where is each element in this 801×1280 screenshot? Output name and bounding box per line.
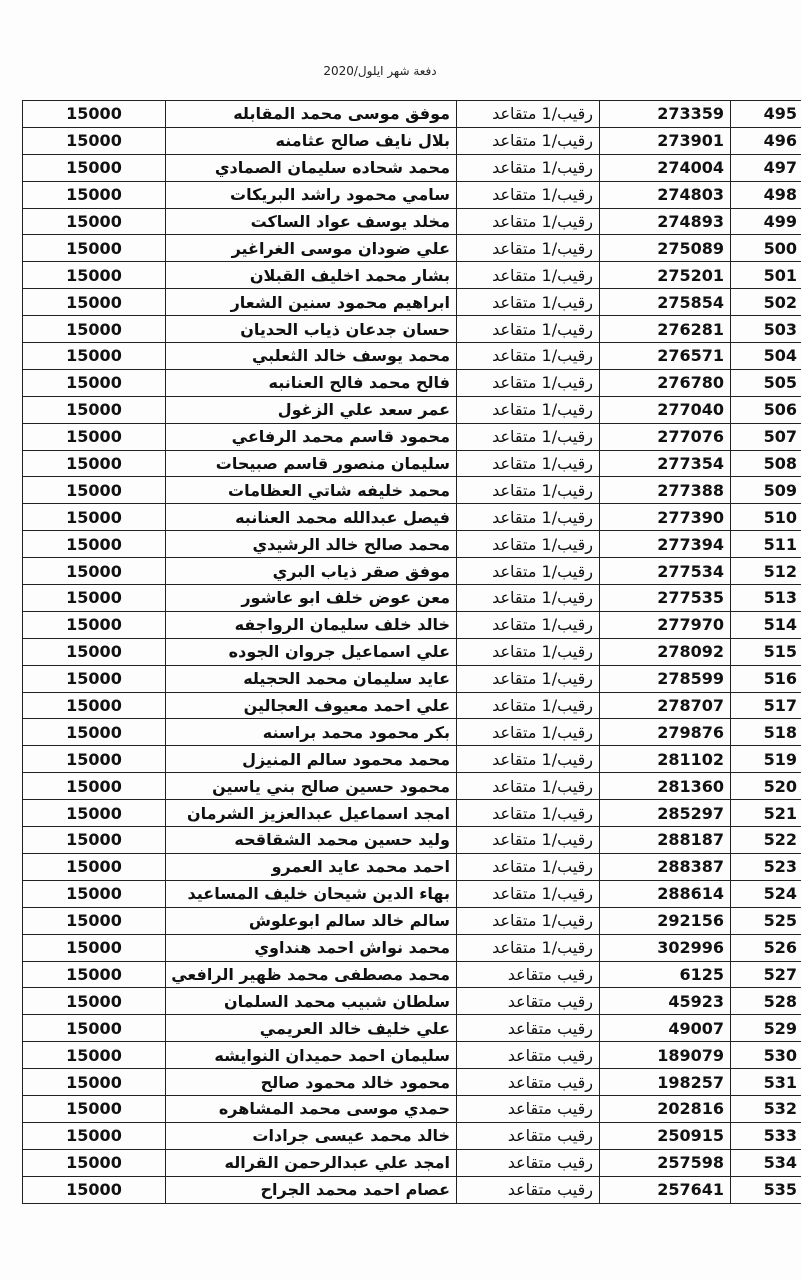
rank-cell: رقيب/1 متقاعد (457, 154, 600, 181)
serial-cell: 520 (731, 773, 801, 800)
amount-cell: 15000 (23, 289, 166, 316)
name-cell: محمد شحاده سليمان الصمادي (166, 154, 457, 181)
table-row (23, 1042, 801, 1069)
amount-cell: 15000 (23, 504, 166, 531)
name-cell: محمود حسين صالح بني ياسين (166, 773, 457, 800)
table-row (23, 1122, 801, 1149)
name-cell: محمد محمود سالم المنيزل (166, 746, 457, 773)
serial-cell: 518 (731, 719, 801, 746)
payment-table-body (23, 101, 801, 1204)
table-row (23, 988, 801, 1015)
military-id-cell: 274803 (600, 181, 731, 208)
name-cell: فالح محمد فالح العنانبه (166, 369, 457, 396)
amount-cell: 15000 (23, 1095, 166, 1122)
name-cell: علي اسماعيل جروان الجوده (166, 638, 457, 665)
military-id-cell: 275854 (600, 289, 731, 316)
name-cell: محمد يوسف خالد الثعلبي (166, 343, 457, 370)
rank-cell: رقيب/1 متقاعد (457, 289, 600, 316)
rank-cell: رقيب/1 متقاعد (457, 369, 600, 396)
military-id-cell: 275089 (600, 235, 731, 262)
name-cell: علي خليف خالد العريمي (166, 1015, 457, 1042)
military-id-cell: 277534 (600, 558, 731, 585)
rank-cell: رقيب/1 متقاعد (457, 638, 600, 665)
table-row (23, 719, 801, 746)
amount-cell: 15000 (23, 1122, 166, 1149)
serial-cell: 513 (731, 585, 801, 612)
amount-cell: 15000 (23, 934, 166, 961)
name-cell: بشار محمد اخليف القبلان (166, 262, 457, 289)
table-row (23, 934, 801, 961)
name-cell: محمد نواش احمد هنداوي (166, 934, 457, 961)
amount-cell: 15000 (23, 773, 166, 800)
rank-cell: رقيب/1 متقاعد (457, 208, 600, 235)
amount-cell: 15000 (23, 719, 166, 746)
table-row (23, 558, 801, 585)
military-id-cell: 276571 (600, 343, 731, 370)
table-row (23, 235, 801, 262)
table-row (23, 907, 801, 934)
rank-cell: رقيب متقاعد (457, 1176, 600, 1203)
amount-cell: 15000 (23, 988, 166, 1015)
document-title: دفعة شهر ايلول/2020 (323, 64, 437, 78)
amount-cell: 15000 (23, 235, 166, 262)
serial-cell: 527 (731, 961, 801, 988)
serial-cell: 525 (731, 907, 801, 934)
name-cell: عايد سليمان محمد الحجيله (166, 665, 457, 692)
serial-cell: 524 (731, 880, 801, 907)
military-id-cell: 250915 (600, 1122, 731, 1149)
amount-cell: 15000 (23, 611, 166, 638)
table-row (23, 1095, 801, 1122)
military-id-cell: 278599 (600, 665, 731, 692)
serial-cell: 521 (731, 800, 801, 827)
military-id-cell: 198257 (600, 1069, 731, 1096)
serial-cell: 499 (731, 208, 801, 235)
name-cell: امجد اسماعيل عبدالعزيز الشرمان (166, 800, 457, 827)
rank-cell: رقيب/1 متقاعد (457, 934, 600, 961)
name-cell: امجد علي عبدالرحمن القراله (166, 1149, 457, 1176)
table-row (23, 638, 801, 665)
serial-cell: 507 (731, 423, 801, 450)
amount-cell: 15000 (23, 343, 166, 370)
serial-cell: 498 (731, 181, 801, 208)
table-row (23, 127, 801, 154)
rank-cell: رقيب/1 متقاعد (457, 262, 600, 289)
military-id-cell: 278707 (600, 692, 731, 719)
table-row (23, 477, 801, 504)
rank-cell: رقيب/1 متقاعد (457, 558, 600, 585)
amount-cell: 15000 (23, 853, 166, 880)
name-cell: موفق موسى محمد المقابله (166, 101, 457, 128)
amount-cell: 15000 (23, 450, 166, 477)
amount-cell: 15000 (23, 961, 166, 988)
serial-cell: 501 (731, 262, 801, 289)
table-row (23, 853, 801, 880)
rank-cell: رقيب/1 متقاعد (457, 853, 600, 880)
amount-cell: 15000 (23, 316, 166, 343)
payment-table (22, 100, 801, 1204)
name-cell: وليد حسين محمد الشقاقحه (166, 827, 457, 854)
amount-cell: 15000 (23, 800, 166, 827)
military-id-cell: 277390 (600, 504, 731, 531)
amount-cell: 15000 (23, 154, 166, 181)
serial-cell: 511 (731, 531, 801, 558)
name-cell: بكر محمود محمد براسنه (166, 719, 457, 746)
rank-cell: رقيب/1 متقاعد (457, 396, 600, 423)
name-cell: سليمان منصور قاسم صبيحات (166, 450, 457, 477)
table-row (23, 154, 801, 181)
serial-cell: 495 (731, 101, 801, 128)
military-id-cell: 277394 (600, 531, 731, 558)
name-cell: سامي محمود راشد البريكات (166, 181, 457, 208)
military-id-cell: 288187 (600, 827, 731, 854)
serial-cell: 519 (731, 746, 801, 773)
table-row (23, 531, 801, 558)
rank-cell: رقيب/1 متقاعد (457, 423, 600, 450)
serial-cell: 514 (731, 611, 801, 638)
rank-cell: رقيب/1 متقاعد (457, 477, 600, 504)
military-id-cell: 281102 (600, 746, 731, 773)
rank-cell: رقيب متقاعد (457, 1149, 600, 1176)
military-id-cell: 274893 (600, 208, 731, 235)
serial-cell: 532 (731, 1095, 801, 1122)
rank-cell: رقيب متقاعد (457, 988, 600, 1015)
serial-cell: 496 (731, 127, 801, 154)
amount-cell: 15000 (23, 1015, 166, 1042)
rank-cell: رقيب/1 متقاعد (457, 611, 600, 638)
amount-cell: 15000 (23, 1149, 166, 1176)
rank-cell: رقيب متقاعد (457, 1122, 600, 1149)
table-row (23, 1015, 801, 1042)
name-cell: مخلد يوسف عواد الساكت (166, 208, 457, 235)
serial-cell: 528 (731, 988, 801, 1015)
serial-cell: 530 (731, 1042, 801, 1069)
table-row (23, 396, 801, 423)
name-cell: علي احمد معيوف العجالين (166, 692, 457, 719)
amount-cell: 15000 (23, 1042, 166, 1069)
serial-cell: 502 (731, 289, 801, 316)
name-cell: موفق صقر ذياب البري (166, 558, 457, 585)
name-cell: بهاء الدين شيحان خليف المساعيد (166, 880, 457, 907)
table-row (23, 746, 801, 773)
military-id-cell: 288614 (600, 880, 731, 907)
serial-cell: 512 (731, 558, 801, 585)
rank-cell: رقيب متقاعد (457, 961, 600, 988)
rank-cell: رقيب/1 متقاعد (457, 665, 600, 692)
serial-cell: 526 (731, 934, 801, 961)
table-row (23, 208, 801, 235)
name-cell: محمود قاسم محمد الرفاعي (166, 423, 457, 450)
military-id-cell: 189079 (600, 1042, 731, 1069)
military-id-cell: 281360 (600, 773, 731, 800)
rank-cell: رقيب/1 متقاعد (457, 235, 600, 262)
table-row (23, 1149, 801, 1176)
table-row (23, 665, 801, 692)
amount-cell: 15000 (23, 181, 166, 208)
amount-cell: 15000 (23, 101, 166, 128)
name-cell: فيصل عبدالله محمد العنانبه (166, 504, 457, 531)
amount-cell: 15000 (23, 558, 166, 585)
military-id-cell: 276780 (600, 369, 731, 396)
rank-cell: رقيب/1 متقاعد (457, 101, 600, 128)
serial-cell: 523 (731, 853, 801, 880)
table-row (23, 800, 801, 827)
name-cell: محمد صالح خالد الرشيدي (166, 531, 457, 558)
amount-cell: 15000 (23, 396, 166, 423)
military-id-cell: 288387 (600, 853, 731, 880)
name-cell: حسان جدعان ذياب الحديان (166, 316, 457, 343)
military-id-cell: 257641 (600, 1176, 731, 1203)
serial-cell: 535 (731, 1176, 801, 1203)
name-cell: سالم خالد سالم ابوعلوش (166, 907, 457, 934)
serial-cell: 497 (731, 154, 801, 181)
military-id-cell: 278092 (600, 638, 731, 665)
military-id-cell: 276281 (600, 316, 731, 343)
military-id-cell: 279876 (600, 719, 731, 746)
military-id-cell: 274004 (600, 154, 731, 181)
amount-cell: 15000 (23, 827, 166, 854)
serial-cell: 522 (731, 827, 801, 854)
serial-cell: 533 (731, 1122, 801, 1149)
amount-cell: 15000 (23, 907, 166, 934)
rank-cell: رقيب متقاعد (457, 1095, 600, 1122)
table-row (23, 611, 801, 638)
table-row (23, 343, 801, 370)
military-id-cell: 277970 (600, 611, 731, 638)
serial-cell: 516 (731, 665, 801, 692)
name-cell: سليمان احمد حميدان النوايشه (166, 1042, 457, 1069)
amount-cell: 15000 (23, 692, 166, 719)
name-cell: محمد مصطفى محمد ظهير الرافعي (166, 961, 457, 988)
military-id-cell: 302996 (600, 934, 731, 961)
amount-cell: 15000 (23, 262, 166, 289)
serial-cell: 504 (731, 343, 801, 370)
table-row (23, 369, 801, 396)
military-id-cell: 275201 (600, 262, 731, 289)
name-cell: ابراهيم محمود سنين الشعار (166, 289, 457, 316)
table-row (23, 827, 801, 854)
serial-cell: 517 (731, 692, 801, 719)
table-row (23, 692, 801, 719)
amount-cell: 15000 (23, 423, 166, 450)
rank-cell: رقيب/1 متقاعد (457, 504, 600, 531)
name-cell: محمد خليفه شاتي العظامات (166, 477, 457, 504)
table-row (23, 101, 801, 128)
military-id-cell: 6125 (600, 961, 731, 988)
serial-cell: 534 (731, 1149, 801, 1176)
rank-cell: رقيب/1 متقاعد (457, 746, 600, 773)
rank-cell: رقيب/1 متقاعد (457, 450, 600, 477)
rank-cell: رقيب/1 متقاعد (457, 719, 600, 746)
rank-cell: رقيب/1 متقاعد (457, 692, 600, 719)
name-cell: عمر سعد علي الزغول (166, 396, 457, 423)
table-row (23, 585, 801, 612)
military-id-cell: 273901 (600, 127, 731, 154)
rank-cell: رقيب/1 متقاعد (457, 127, 600, 154)
table-row (23, 773, 801, 800)
name-cell: محمود خالد محمود صالح (166, 1069, 457, 1096)
table-row (23, 1176, 801, 1203)
military-id-cell: 285297 (600, 800, 731, 827)
amount-cell: 15000 (23, 585, 166, 612)
amount-cell: 15000 (23, 1069, 166, 1096)
rank-cell: رقيب متقاعد (457, 1042, 600, 1069)
name-cell: سلطان شبيب محمد السلمان (166, 988, 457, 1015)
table-row (23, 262, 801, 289)
name-cell: بلال نايف صالح عثامنه (166, 127, 457, 154)
name-cell: عصام احمد محمد الجراح (166, 1176, 457, 1203)
amount-cell: 15000 (23, 665, 166, 692)
name-cell: خالد محمد عيسى جرادات (166, 1122, 457, 1149)
table-row (23, 880, 801, 907)
rank-cell: رقيب متقاعد (457, 1069, 600, 1096)
amount-cell: 15000 (23, 746, 166, 773)
name-cell: معن عوض خلف ابو عاشور (166, 585, 457, 612)
name-cell: خالد خلف سليمان الرواجفه (166, 611, 457, 638)
military-id-cell: 277076 (600, 423, 731, 450)
table-row (23, 1069, 801, 1096)
military-id-cell: 292156 (600, 907, 731, 934)
amount-cell: 15000 (23, 369, 166, 396)
table-row (23, 961, 801, 988)
rank-cell: رقيب/1 متقاعد (457, 880, 600, 907)
military-id-cell: 202816 (600, 1095, 731, 1122)
rank-cell: رقيب/1 متقاعد (457, 773, 600, 800)
military-id-cell: 277388 (600, 477, 731, 504)
serial-cell: 531 (731, 1069, 801, 1096)
serial-cell: 509 (731, 477, 801, 504)
rank-cell: رقيب/1 متقاعد (457, 907, 600, 934)
military-id-cell: 277354 (600, 450, 731, 477)
table-row (23, 181, 801, 208)
table-row (23, 289, 801, 316)
serial-cell: 515 (731, 638, 801, 665)
amount-cell: 15000 (23, 638, 166, 665)
amount-cell: 15000 (23, 531, 166, 558)
rank-cell: رقيب/1 متقاعد (457, 827, 600, 854)
amount-cell: 15000 (23, 477, 166, 504)
rank-cell: رقيب/1 متقاعد (457, 800, 600, 827)
rank-cell: رقيب/1 متقاعد (457, 343, 600, 370)
serial-cell: 503 (731, 316, 801, 343)
military-id-cell: 45923 (600, 988, 731, 1015)
rank-cell: رقيب/1 متقاعد (457, 316, 600, 343)
table-row (23, 450, 801, 477)
name-cell: احمد محمد عايد العمرو (166, 853, 457, 880)
rank-cell: رقيب/1 متقاعد (457, 181, 600, 208)
rank-cell: رقيب متقاعد (457, 1015, 600, 1042)
serial-cell: 529 (731, 1015, 801, 1042)
serial-cell: 500 (731, 235, 801, 262)
military-id-cell: 277040 (600, 396, 731, 423)
serial-cell: 505 (731, 369, 801, 396)
serial-cell: 510 (731, 504, 801, 531)
rank-cell: رقيب/1 متقاعد (457, 585, 600, 612)
military-id-cell: 49007 (600, 1015, 731, 1042)
amount-cell: 15000 (23, 127, 166, 154)
table-row (23, 504, 801, 531)
military-id-cell: 273359 (600, 101, 731, 128)
military-id-cell: 257598 (600, 1149, 731, 1176)
table-row (23, 316, 801, 343)
amount-cell: 15000 (23, 208, 166, 235)
serial-cell: 508 (731, 450, 801, 477)
amount-cell: 15000 (23, 1176, 166, 1203)
military-id-cell: 277535 (600, 585, 731, 612)
name-cell: علي ضودان موسى الغراغير (166, 235, 457, 262)
amount-cell: 15000 (23, 880, 166, 907)
serial-cell: 506 (731, 396, 801, 423)
rank-cell: رقيب/1 متقاعد (457, 531, 600, 558)
table-row (23, 423, 801, 450)
name-cell: حمدي موسى محمد المشاهره (166, 1095, 457, 1122)
